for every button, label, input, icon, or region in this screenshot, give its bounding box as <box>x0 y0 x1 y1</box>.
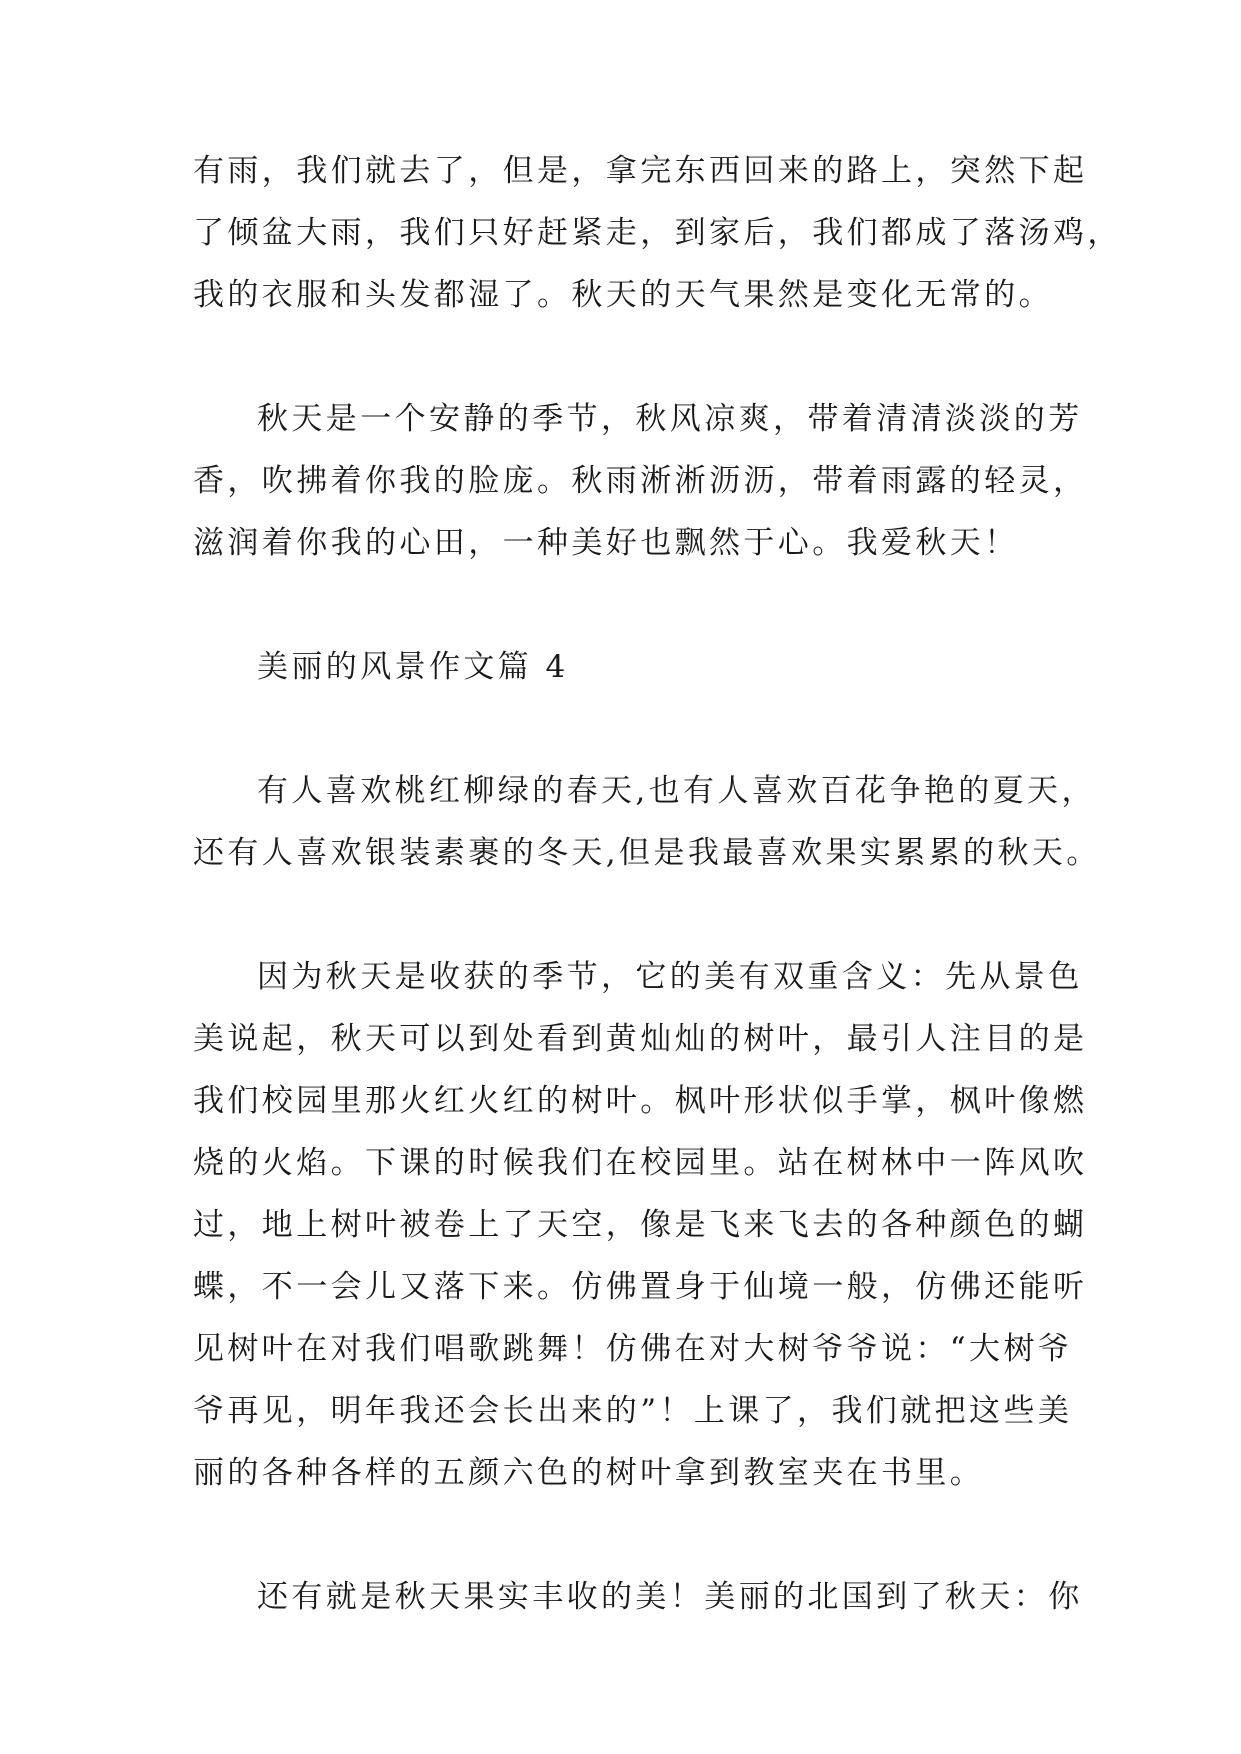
text-line: 有人喜欢桃红柳绿的春天,也有人喜欢百花争艳的夏天， <box>257 773 1096 809</box>
text-line: 见树叶在对我们唱歌跳舞！仿佛在对大树爷爷说：“大树爷 <box>193 1331 1073 1367</box>
text-line: 美说起，秋天可以到处看到黄灿灿的树叶，最引人注目的是 <box>193 1021 1088 1057</box>
paragraph-continued <box>193 140 1122 326</box>
paragraph-harvest-season <box>193 946 1088 1504</box>
paragraph-autumn-quiet <box>193 388 1088 574</box>
text-line: 香，吹拂着你我的脸庞。秋雨淅淅沥沥，带着雨露的轻灵， <box>193 463 1088 499</box>
text-line: 过，地上树叶被卷上了天空，像是飞来飞去的各种颜色的蝴 <box>193 1207 1088 1243</box>
paragraph-gap <box>193 326 1053 388</box>
text-line: 还有人喜欢银装素裹的冬天,但是我最喜欢果实累累的秋天。 <box>193 835 1101 871</box>
paragraph-gap <box>193 884 1053 946</box>
text-line: 我的衣服和头发都湿了。秋天的天气果然是变化无常的。 <box>193 277 1053 313</box>
paragraph-gap <box>193 1504 1053 1566</box>
text-line: 滋润着你我的心田，一种美好也飘然于心。我爱秋天！ <box>193 525 1019 561</box>
text-line: 秋天是一个安静的季节，秋风凉爽，带着清清淡淡的芳 <box>257 401 1083 437</box>
paragraph-gap <box>193 574 1053 636</box>
section-heading: 美丽的风景作文篇 4 <box>257 649 569 685</box>
paragraph-fruit-harvest <box>193 1566 1083 1628</box>
text-line: 因为秋天是收获的季节，它的美有双重含义：先从景色 <box>257 959 1083 995</box>
text-line: 丽的各种各样的五颜六色的树叶拿到教室夹在书里。 <box>193 1455 985 1491</box>
text-line: 还有就是秋天果实丰收的美！美丽的北国到了秋天：你 <box>257 1579 1083 1615</box>
text-line: 了倾盆大雨，我们只好赶紧走，到家后，我们都成了落汤鸡， <box>193 215 1122 251</box>
document-body <box>193 140 1122 1628</box>
text-line: 我们校园里那火红火红的树叶。枫叶形状似手掌，枫叶像燃 <box>193 1083 1088 1119</box>
paragraph-seasons <box>193 760 1101 884</box>
text-line: 爷再见，明年我还会长出来的”！上课了，我们就把这些美 <box>193 1393 1073 1429</box>
paragraph-gap <box>193 698 1053 760</box>
text-line: 烧的火焰。下课的时候我们在校园里。站在树林中一阵风吹 <box>193 1145 1088 1181</box>
text-line: 有雨，我们就去了，但是，拿完东西回来的路上，突然下起 <box>193 153 1088 189</box>
text-line: 蝶，不一会儿又落下来。仿佛置身于仙境一般，仿佛还能听 <box>193 1269 1088 1305</box>
